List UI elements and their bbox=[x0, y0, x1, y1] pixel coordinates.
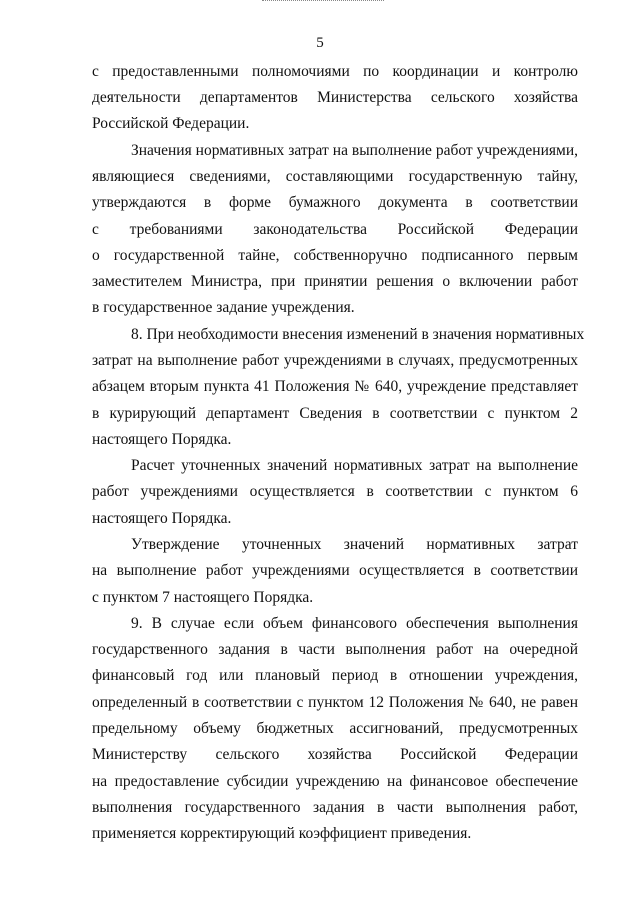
text-line: Значения нормативных затрат на выполнение работ учреждениями, bbox=[131, 142, 578, 159]
text-line: с пунктом 7 настоящего Порядка. bbox=[92, 589, 314, 606]
text-line: Российской Федерации. bbox=[92, 115, 250, 132]
text-line: заместителем Министра, при принятии решения о включении работ bbox=[92, 273, 578, 290]
page-number: 5 bbox=[316, 35, 324, 51]
text-line: финансовый год или плановый период в отношении учреждения, bbox=[92, 667, 578, 684]
scan-edge-mark bbox=[262, 0, 384, 3]
text-line: являющиеся сведениями, составляющими государственную тайну, bbox=[92, 168, 578, 185]
text-line: в государственное задание учреждения. bbox=[92, 299, 355, 316]
text-line: о государственной тайне, собственноручно подписанного первым bbox=[92, 247, 578, 264]
text-line: определенный в соответствии с пунктом 12 Положения № 640, не равен bbox=[92, 694, 578, 711]
text-line: работ учреждениями осуществляется в соответствии с пунктом 6 bbox=[92, 483, 578, 500]
text-line: с требованиями законодательства Российской Федерации bbox=[92, 221, 578, 238]
text-line: в курирующий департамент Сведения в соответствии с пунктом 2 bbox=[92, 405, 578, 422]
text-line: государственного задания в части выполнения работ на очередной bbox=[92, 641, 578, 658]
text-line: Министерству сельского хозяйства Российской Федерации bbox=[92, 746, 578, 763]
text-line: Расчет уточненных значений нормативных затрат на выполнение bbox=[131, 457, 578, 474]
text-line: предельному объему бюджетных ассигнований, предусмотренных bbox=[92, 720, 578, 737]
text-line: утверждаются в форме бумажного документа в соответствии bbox=[92, 194, 578, 211]
text-line: Утверждение уточненных значений нормативных затрат bbox=[131, 536, 578, 553]
text-line: настоящего Порядка. bbox=[92, 431, 232, 448]
text-line: выполнения государственного задания в части выполнения работ, bbox=[92, 799, 578, 816]
text-line: на предоставление субсидии учреждению на финансовое обеспечение bbox=[92, 773, 578, 790]
text-line: на выполнение работ учреждениями осуществляется в соответствии bbox=[92, 562, 578, 579]
text-line: деятельности департаментов Министерства сельского хозяйства bbox=[92, 89, 578, 106]
text-line: затрат на выполнение работ учреждениями в случаях, предусмотренных bbox=[92, 352, 578, 369]
text-line: 9. В случае если объем финансового обеспечения выполнения bbox=[131, 615, 578, 632]
text-line: 8. При необходимости внесения изменений в значения нормативных bbox=[131, 326, 585, 343]
text-line: абзацем вторым пункта 41 Положения № 640, учреждение представляет bbox=[92, 378, 578, 395]
text-line: настоящего Порядка. bbox=[92, 510, 232, 527]
text-line: применяется корректирующий коэффициент приведения. bbox=[92, 825, 472, 842]
text-line: с предоставленными полномочиями по координации и контролю bbox=[92, 63, 578, 80]
